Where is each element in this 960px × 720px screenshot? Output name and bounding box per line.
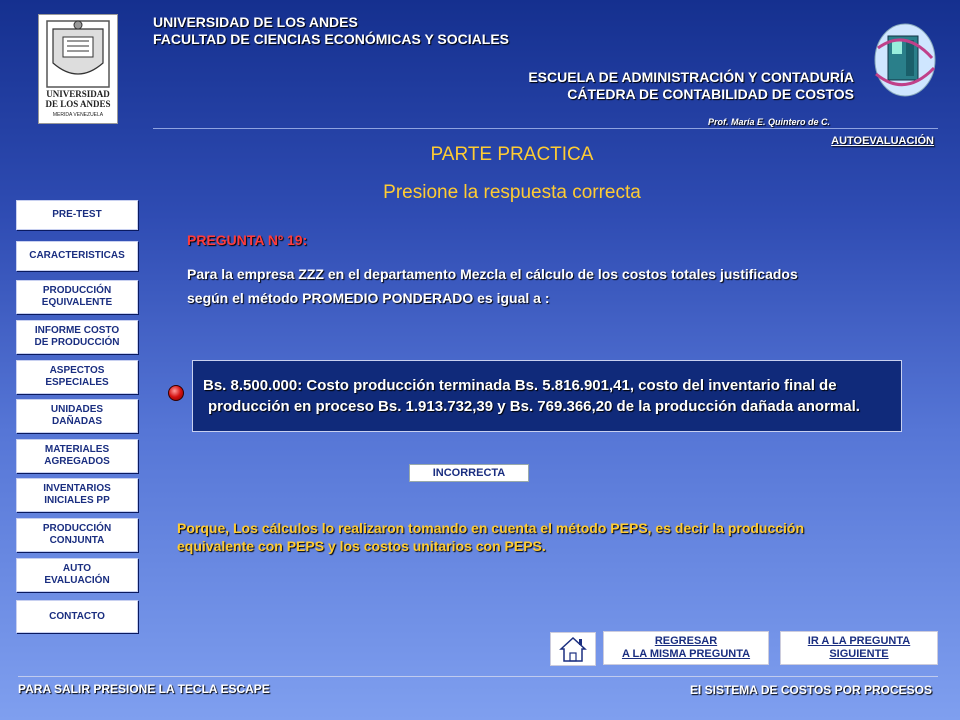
sidebar-item-contacto[interactable]	[16, 600, 138, 633]
sidebar-item-label: PRODUCCIÓN	[42, 523, 112, 534]
school-name: ESCUELA DE ADMINISTRACIÓN Y CONTADURÍA	[528, 69, 854, 85]
sidebar-item-label-2: CONJUNTA	[49, 535, 105, 546]
question-text	[187, 262, 907, 310]
sidebar-item-auto-evaluacion[interactable]	[16, 558, 138, 592]
faculty-name: FACULTAD DE CIENCIAS ECONÓMICAS Y SOCIALES	[153, 31, 509, 47]
sidebar-item-label: ASPECTOS	[49, 365, 105, 376]
question-line-1: Para la empresa ZZZ en el departamento Mezcla el cálculo de los costos totales justificados	[187, 266, 798, 282]
autoevaluacion-link[interactable]: AUTOEVALUACIÓN	[831, 135, 934, 147]
page-title: PARTE PRACTICA	[430, 144, 594, 165]
sidebar-item-label: AUTO	[62, 563, 92, 574]
university-logo	[38, 14, 118, 124]
footer-divider	[18, 676, 938, 677]
page-subtitle: Presione la respuesta correcta	[383, 182, 641, 203]
back-to-question-button[interactable]	[603, 631, 769, 665]
answer-option-button[interactable]	[192, 360, 902, 432]
sidebar-item-pre-test[interactable]	[16, 200, 138, 230]
result-badge: INCORRECTA	[409, 464, 529, 482]
sidebar-item-produccion-conjunta[interactable]	[16, 518, 138, 552]
logo-text-2: DE LOS ANDES	[45, 99, 111, 109]
sidebar-item-label-2: AGREGADOS	[44, 456, 110, 467]
header-divider	[153, 128, 938, 129]
sidebar-item-label: CARACTERISTICAS	[29, 250, 125, 261]
answer-line-2: producción en proceso Bs. 1.913.732,39 y Bs. 769.366,20 de la producción dañada anormal.	[208, 398, 860, 415]
sidebar-item-aspectos-especiales[interactable]	[16, 360, 138, 394]
sidebar-item-materiales-agregados[interactable]	[16, 439, 138, 473]
logo-text-3: MERIDA VENEZUELA	[52, 112, 104, 118]
sidebar-item-label: INFORME COSTO	[34, 325, 120, 336]
sidebar-item-label-2: DAÑADAS	[52, 416, 102, 427]
question-number: PREGUNTA Nº 19:	[187, 232, 308, 248]
back-button-line-1: REGRESAR	[654, 635, 718, 647]
school-heading	[528, 69, 854, 103]
next-button-line-2: SIGUIENTE	[829, 648, 889, 660]
sidebar-item-label-2: EQUIVALENTE	[41, 297, 113, 308]
question-line-2: según el método PROMEDIO PONDERADO es igual a :	[187, 290, 550, 306]
sidebar-item-caracteristicas[interactable]	[16, 241, 138, 271]
sidebar-item-label: PRODUCCIÓN	[42, 285, 112, 296]
sidebar-item-informe-costo[interactable]	[16, 320, 138, 354]
university-heading	[153, 14, 509, 48]
sidebar-item-label: UNIDADES	[50, 404, 104, 415]
sidebar-item-produccion-equivalente[interactable]	[16, 280, 138, 314]
answer-line-1: Bs. 8.500.000: Costo producción terminada Bs. 5.816.901,41, costo del inventario final de	[203, 377, 837, 394]
sidebar-item-label: PRE-TEST	[52, 209, 102, 220]
sidebar-item-label-2: ESPECIALES	[45, 377, 109, 388]
sidebar-item-label: CONTACTO	[49, 610, 105, 622]
explanation-line-1: Porque, Los cálculos lo realizaron tomando en cuenta el método PEPS, es decir la producción	[177, 520, 805, 536]
explanation-line-2: equivalente con PEPS y los costos unitarios con PEPS.	[177, 538, 546, 554]
next-button-line-1: IR A LA PREGUNTA	[807, 635, 911, 647]
sidebar-item-label: INVENTARIOS	[43, 483, 111, 494]
next-question-button[interactable]	[780, 631, 938, 665]
explanation-text	[177, 519, 917, 555]
sidebar-item-label: MATERIALES	[44, 444, 110, 455]
sidebar-item-inventarios-iniciales[interactable]	[16, 478, 138, 512]
home-button[interactable]	[550, 632, 596, 666]
professor-name: Prof. María E. Quintero de C.	[707, 117, 830, 127]
university-name: UNIVERSIDAD DE LOS ANDES	[153, 14, 358, 30]
computer-globe-icon	[870, 18, 940, 108]
footer-title: El SISTEMA DE COSTOS POR PROCESOS	[689, 683, 932, 697]
answer-bullet-icon	[168, 385, 184, 401]
department-name: CÁTEDRA DE CONTABILIDAD DE COSTOS	[567, 86, 854, 102]
sidebar-item-unidades-danadas[interactable]	[16, 399, 138, 433]
home-icon	[551, 633, 595, 665]
logo-text-1: UNIVERSIDAD	[46, 89, 110, 99]
sidebar-item-label-2: INICIALES PP	[44, 495, 110, 506]
exit-instructions: PARA SALIR PRESIONE LA TECLA ESCAPE	[18, 682, 270, 696]
sidebar-item-label-2: DE PRODUCCIÓN	[34, 337, 120, 348]
back-button-line-2: A LA MISMA PREGUNTA	[621, 648, 751, 660]
sidebar-item-label-2: EVALUACIÓN	[44, 575, 110, 586]
